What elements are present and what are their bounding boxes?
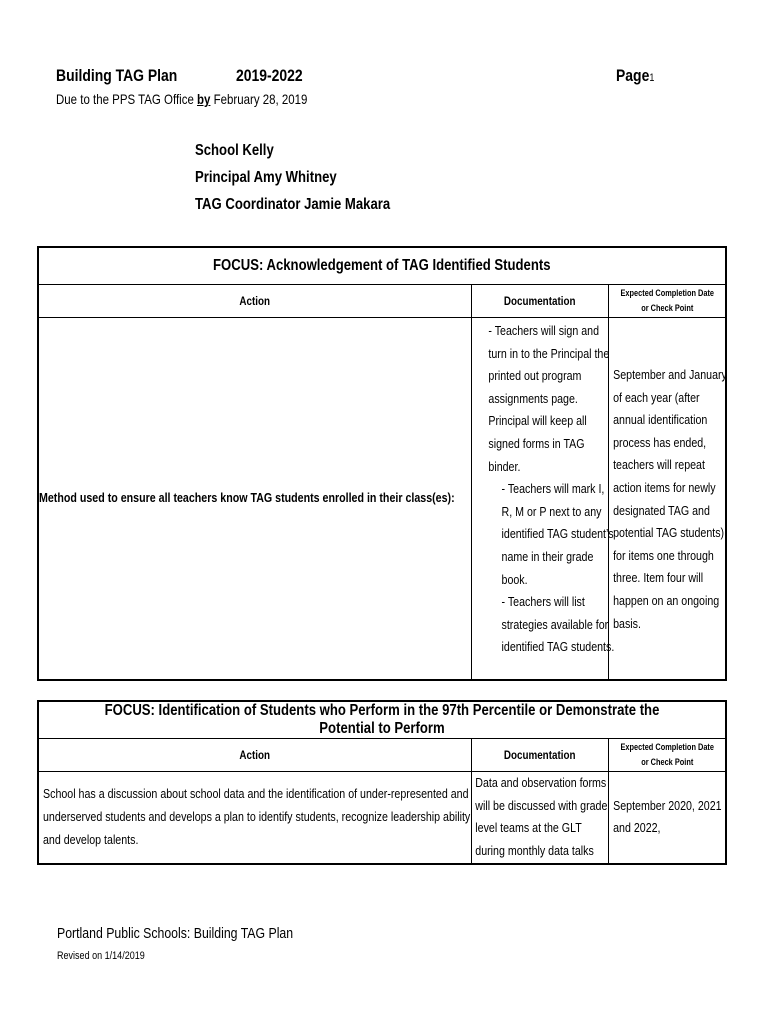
action-cell: School has a discussion about school data and the identification of under-represented and underserved students and develops a plan to identify students, recognize leadership ability and develop talents.: [38, 772, 471, 864]
plan-title: Building TAG Plan: [56, 66, 178, 85]
focus-title: FOCUS: Identification of Students who Perform in the 97th Percentile or Demonstrate the Potential to Perform: [38, 701, 726, 739]
footer-title: Portland Public Schools: Building TAG Plan: [57, 925, 294, 942]
documentation-item: - Teachers will mark I, R, M or P next to any identified TAG student’s name in their grade book.: [501, 481, 614, 587]
principal-name: Principal Amy Whitney: [195, 169, 337, 186]
column-header-action: Action: [38, 285, 471, 318]
column-header-documentation: Documentation: [471, 739, 608, 772]
due-date: February 28, 2019: [210, 91, 308, 107]
column-header-date: Expected Completion Date or Check Point: [608, 739, 726, 772]
column-header-documentation: Documentation: [471, 285, 608, 318]
school-name: School Kelly: [195, 142, 274, 159]
due-by: by: [197, 91, 211, 107]
page-label: Page: [616, 66, 650, 85]
documentation-cell: [471, 318, 614, 680]
page-indicator: [616, 66, 654, 86]
due-line: [56, 91, 307, 107]
focus-table-identification: [37, 700, 727, 865]
documentation-item: - Teachers will list strategies available for identified TAG students.: [501, 594, 614, 655]
action-cell: Method used to ensure all teachers know TAG students enrolled in their class(es):: [38, 318, 471, 680]
column-header-date: Expected Completion Date or Check Point: [608, 285, 726, 318]
documentation-cell: Data and observation forms will be discussed with grade level teams at the GLT during monthly data talks: [471, 772, 608, 864]
tag-coordinator: TAG Coordinator Jamie Makara: [195, 196, 391, 213]
documentation-item: - Teachers will sign and turn in to the Principal the printed out program assignments page. Principal will keep all signed forms in TAG binder.: [487, 323, 609, 474]
footer-revised: Revised on 1/14/2019: [57, 950, 145, 962]
column-header-action: Action: [38, 739, 471, 772]
page-number: 1: [649, 72, 655, 84]
date-cell: September and January of each year (after annual identification process has ended, teachers will repeat action items for newly designated TAG and potential TAG students) for items one through three. Item four will happen on an ongoing basis.: [608, 318, 726, 680]
focus-title: FOCUS: Acknowledgement of TAG Identified Students: [38, 247, 726, 285]
due-prefix: Due to the PPS TAG Office: [56, 91, 198, 107]
plan-years: 2019-2022: [236, 66, 303, 85]
date-cell: September 2020, 2021 and 2022,: [608, 772, 726, 864]
focus-table-acknowledgement: [37, 246, 727, 681]
